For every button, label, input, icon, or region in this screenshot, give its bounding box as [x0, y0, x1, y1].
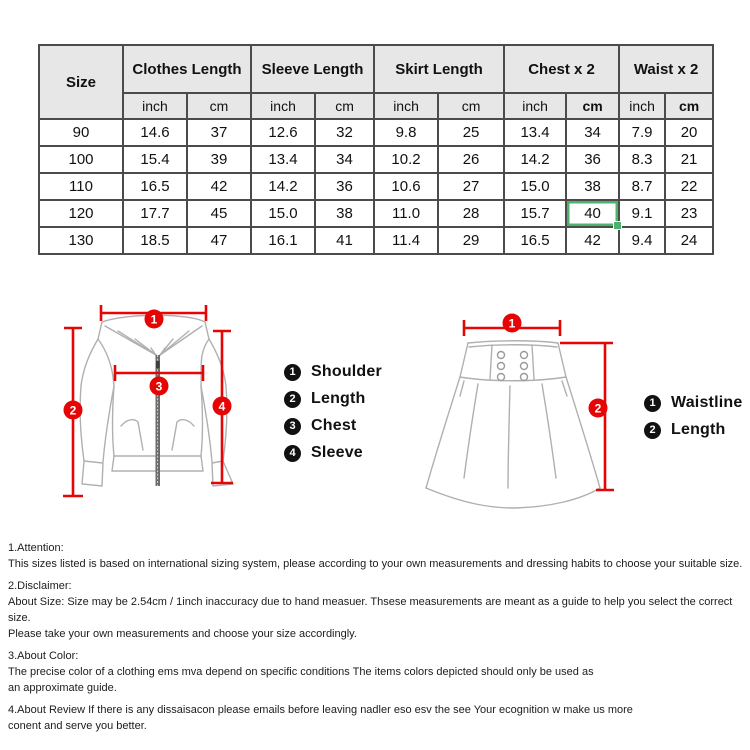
jacket-measurement-diagram	[55, 298, 260, 523]
unit-clothes-cm: cm	[187, 93, 251, 119]
cell: 36	[315, 173, 374, 200]
notes-block	[8, 540, 744, 740]
cell: 14.2	[504, 146, 566, 173]
size-chart-table	[38, 44, 714, 255]
cell: 14.6	[123, 119, 187, 146]
note-line: 4.About Review If there is any dissaisacon please emails before leaving nadler eso esv the see Your ecognition w make us more	[8, 704, 633, 716]
size-value: 110	[39, 173, 123, 200]
size-value: 120	[39, 200, 123, 227]
cell: 11.0	[374, 200, 438, 227]
cell: 17.7	[123, 200, 187, 227]
cell: 9.4	[619, 227, 665, 254]
cell: 34	[566, 119, 619, 146]
cell: 9.8	[374, 119, 438, 146]
size-value: 100	[39, 146, 123, 173]
legend-label: Length	[311, 390, 366, 407]
col-header-sleeve-length: Sleeve Length	[251, 45, 374, 93]
legend-item-chest	[284, 417, 382, 435]
cell: 13.4	[504, 119, 566, 146]
jacket-drawing	[55, 298, 260, 523]
table-row	[39, 119, 713, 146]
cell: 11.4	[374, 227, 438, 254]
note-about-review	[8, 702, 744, 734]
jacket-badge-3-num: 3	[155, 379, 163, 394]
note-line: conent and serve you better.	[8, 720, 147, 732]
table-row	[39, 146, 713, 173]
cell: 16.1	[251, 227, 315, 254]
cell: 15.0	[504, 173, 566, 200]
unit-sleeve-cm: cm	[315, 93, 374, 119]
cell: 34	[315, 146, 374, 173]
cell: 28	[438, 200, 504, 227]
size-value: 130	[39, 227, 123, 254]
cell: 21	[665, 146, 713, 173]
note-line: Please take your own measurements and choose your size accordingly.	[8, 628, 357, 640]
number-2-icon: 2	[644, 422, 661, 439]
cell: 7.9	[619, 119, 665, 146]
cell: 39	[187, 146, 251, 173]
cell: 23	[665, 200, 713, 227]
number-2-icon: 2	[284, 391, 301, 408]
unit-clothes-inch: inch	[123, 93, 187, 119]
skirt-legend	[644, 394, 742, 448]
jacket-badge-2-num: 2	[69, 403, 77, 418]
col-header-skirt-length: Skirt Length	[374, 45, 504, 93]
skirt-badge-1-num: 1	[508, 316, 516, 331]
cell: 18.5	[123, 227, 187, 254]
cell: 8.3	[619, 146, 665, 173]
cell: 42	[566, 227, 619, 254]
col-header-clothes-length: Clothes Length	[123, 45, 251, 93]
col-header-chest: Chest x 2	[504, 45, 619, 93]
cell: 16.5	[504, 227, 566, 254]
note-line: About Size: Size may be 2.54cm / 1inch inaccuracy due to hand measuer. Thsese measurements are meant as a guide to help you select the correct size.	[8, 596, 733, 624]
cell: 12.6	[251, 119, 315, 146]
number-1-icon: 1	[644, 395, 661, 412]
cell: 22	[665, 173, 713, 200]
header-group-row	[39, 45, 713, 93]
table-row	[39, 200, 713, 227]
legend-item-length	[284, 390, 382, 408]
note-line: 3.About Color:	[8, 650, 79, 662]
jacket-badge-1-num: 1	[150, 312, 158, 327]
number-3-icon: 3	[284, 418, 301, 435]
legend-label: Waistline	[671, 394, 743, 411]
cell: 32	[315, 119, 374, 146]
unit-waist-cm: cm	[665, 93, 713, 119]
header-unit-row	[39, 93, 713, 119]
cell: 10.6	[374, 173, 438, 200]
legend-label: Length	[671, 421, 726, 438]
col-header-waist: Waist x 2	[619, 45, 713, 93]
cell: 8.7	[619, 173, 665, 200]
cell: 27	[438, 173, 504, 200]
cell: 15.7	[504, 200, 566, 227]
unit-chest-inch: inch	[504, 93, 566, 119]
unit-skirt-inch: inch	[374, 93, 438, 119]
cell: 41	[315, 227, 374, 254]
note-line: an approximate guide.	[8, 682, 117, 694]
cell: 45	[187, 200, 251, 227]
unit-sleeve-inch: inch	[251, 93, 315, 119]
table-row	[39, 227, 713, 254]
table-row	[39, 173, 713, 200]
cell: 9.1	[619, 200, 665, 227]
skirt-measurement-diagram	[420, 310, 620, 510]
unit-skirt-cm: cm	[438, 93, 504, 119]
cell: 37	[187, 119, 251, 146]
cell: 24	[665, 227, 713, 254]
cell: 42	[187, 173, 251, 200]
skirt-drawing	[420, 310, 620, 510]
cell: 13.4	[251, 146, 315, 173]
cell: 16.5	[123, 173, 187, 200]
cell: 47	[187, 227, 251, 254]
legend-label: Sleeve	[311, 444, 363, 461]
jacket-badge-4-num: 4	[218, 399, 226, 414]
cell: 36	[566, 146, 619, 173]
cell: 26	[438, 146, 504, 173]
legend-item-shoulder	[284, 363, 382, 381]
number-4-icon: 4	[284, 445, 301, 462]
jacket-legend	[284, 363, 382, 471]
cell: 15.4	[123, 146, 187, 173]
col-header-size: Size	[39, 45, 123, 119]
legend-label: Chest	[311, 417, 357, 434]
legend-item-waistline	[644, 394, 742, 412]
note-line: The precise color of a clothing ems mva depend on specific conditions The items colors depicted should only be used as	[8, 666, 594, 678]
note-attention	[8, 540, 744, 572]
legend-label: Shoulder	[311, 363, 382, 380]
cell: 10.2	[374, 146, 438, 173]
cell: 25	[438, 119, 504, 146]
cell: 14.2	[251, 173, 315, 200]
cell: 15.0	[251, 200, 315, 227]
note-about-color	[8, 648, 744, 696]
note-line: 1.Attention:	[8, 542, 64, 554]
cell: 29	[438, 227, 504, 254]
legend-item-sleeve	[284, 444, 382, 462]
number-1-icon: 1	[284, 364, 301, 381]
selected-cell: 40	[566, 200, 619, 227]
unit-waist-inch: inch	[619, 93, 665, 119]
unit-chest-cm: cm	[566, 93, 619, 119]
skirt-badge-2-num: 2	[594, 401, 602, 416]
note-disclaimer	[8, 578, 744, 642]
cell: 38	[315, 200, 374, 227]
legend-item-length	[644, 421, 742, 439]
note-line: This sizes listed is based on international sizing system, please according to your own measurements and dressing habits to choose your suitable size.	[8, 558, 743, 570]
cell: 20	[665, 119, 713, 146]
size-value: 90	[39, 119, 123, 146]
note-line: 2.Disclaimer:	[8, 580, 72, 592]
cell: 38	[566, 173, 619, 200]
